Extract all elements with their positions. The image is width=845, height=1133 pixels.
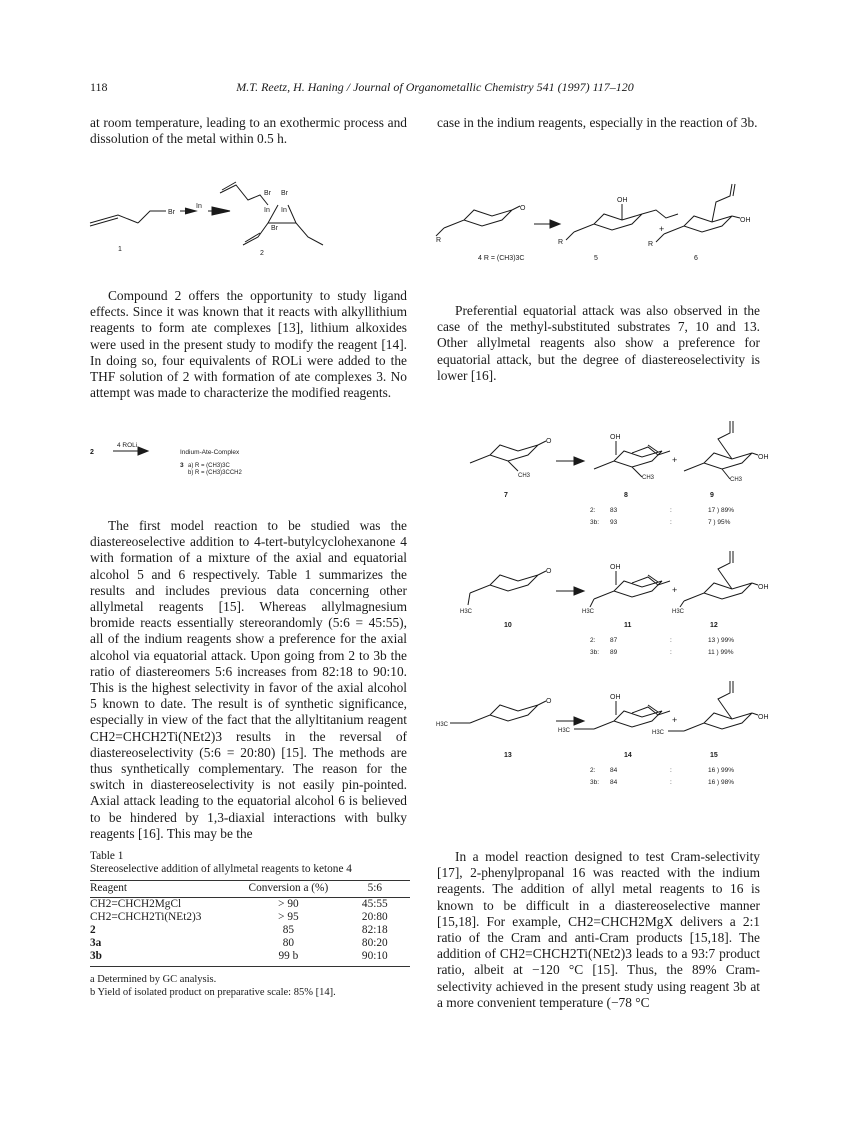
bond <box>508 461 518 471</box>
svg-text:Br: Br <box>264 190 271 197</box>
compound-label: 7 <box>504 492 508 499</box>
ratio-separator: : <box>670 649 672 656</box>
ratio-separator: : <box>670 779 672 786</box>
methyl-label: H3C <box>582 609 595 615</box>
paragraph: at room temperature, leading to an exothermic process and dissolution of the metal within 0.5 h. <box>90 115 407 147</box>
bond <box>538 701 546 705</box>
bond <box>680 601 684 607</box>
svg-text:OH: OH <box>617 197 628 204</box>
right-column-preferential <box>437 303 760 384</box>
oxygen-label: O <box>546 698 552 705</box>
scheme-ate-complex <box>88 438 328 478</box>
header-conversion: Conversion a (%) <box>237 881 339 897</box>
right-column-top <box>437 115 760 131</box>
ratio-yield: 16 ) 98% <box>708 779 735 786</box>
svg-text:OH: OH <box>740 217 751 224</box>
svg-text:2: 2 <box>90 449 94 456</box>
reagent-label: 3b: <box>590 779 600 786</box>
paragraph: Preferential equatorial attack was also observed in the case of the methyl-substituted substrates 7, 10 and 13. Other allylmetal reagents also show a preference for equatorial attack, but the degree of diastereoselectivity is lower [16]. <box>437 303 760 383</box>
bond <box>722 469 730 479</box>
header-reagent: Reagent <box>90 881 237 897</box>
paragraph: In a model reaction designed to test Cram-selectivity [17], 2-phenylpropanal 16 was reacted with the indium reagents. The addition of allyl metal reagents to 16 is known to be difficult in a diastereoselective manner [15,18]. For example, CH2=CHCH2MgX delivers a 2:1 ratio of the Cram and anti-Cram products [15,18]. The addition of CH2=CHCH2Ti(NEt2)3 leads to a 93:7 product ratio, albeit at −120 °C [15]. Thus, the 89% Cram-selectivity achieved in the present study using reagent 3b at a more convenient temperature (−78 °C <box>437 849 760 1010</box>
footnote-a: a Determined by GC analysis. <box>90 973 217 985</box>
ratio-yield: 16 ) 99% <box>708 767 735 774</box>
paragraph: Compound 2 offers the opportunity to study ligand effects. Since it was known that it reacts with alkyllithium reagents to form ate complexes [13], lithium alkoxides were used in the present study to modify the reagent [14]. In doing so, four equivalents of ROLi were added to the THF solution of 2 with formation of ate complexes 3. No attempt was made to characterize the modified reagents. <box>90 288 407 401</box>
svg-text:+: + <box>659 224 665 234</box>
bond <box>470 445 538 463</box>
svg-text:4 ROLi: 4 ROLi <box>117 442 138 449</box>
compound-label: 10 <box>504 622 512 629</box>
right-column-cram <box>437 849 760 1011</box>
bond <box>468 593 470 605</box>
compound-6-label: 6 <box>694 255 698 262</box>
svg-text:3: 3 <box>180 462 184 469</box>
ratio-yield: 13 ) 99% <box>708 637 735 644</box>
table-row: CH2=CHCH2MgCl > 90 45:55 <box>90 897 388 910</box>
svg-text:R: R <box>558 239 564 246</box>
reagent-label: 3b: <box>590 649 600 656</box>
ratio-separator: : <box>670 637 672 644</box>
reagent-label: 2: <box>590 507 596 514</box>
methyl-label: H3C <box>652 730 665 736</box>
methyl-label: H3C <box>436 722 449 728</box>
scheme-ketone-4 <box>434 180 764 270</box>
oxygen-label: O <box>546 438 552 445</box>
bond <box>470 575 538 593</box>
svg-text:Br: Br <box>271 225 278 232</box>
methyl-label: H3C <box>460 609 473 615</box>
bond <box>718 421 732 459</box>
table-caption: Stereoselective addition of allylmetal reagents to ketone 4 <box>90 863 352 876</box>
table-row: CH2=CHCH2Ti(NEt2)3 > 95 20:80 <box>90 910 388 923</box>
bond <box>470 705 538 723</box>
compound-5-label: 5 <box>594 255 598 262</box>
data-table <box>90 880 410 966</box>
ratio-yield: 17 ) 89% <box>708 507 735 514</box>
bond <box>718 551 732 589</box>
bond <box>684 713 752 731</box>
compound-label: 13 <box>504 752 512 759</box>
header-ratio: 5:6 <box>340 881 410 897</box>
plus-sign: + <box>672 455 678 465</box>
svg-text:b) R = (CH3)3CCH2: b) R = (CH3)3CCH2 <box>188 470 242 476</box>
bond <box>594 451 662 469</box>
page-number: 118 <box>90 80 108 94</box>
bond <box>684 583 752 601</box>
methyl-label: CH3 <box>642 475 655 481</box>
compound-label: 12 <box>710 622 718 629</box>
left-column-compound2 <box>90 288 407 401</box>
compound-label: 14 <box>624 752 632 759</box>
plus-sign: + <box>672 585 678 595</box>
svg-text:O: O <box>520 205 526 212</box>
ratio-yield: 11 ) 99% <box>708 649 734 656</box>
left-column-top <box>90 115 407 147</box>
methyl-label: H3C <box>558 728 571 734</box>
footnote-b: b Yield of isolated product on preparative scale: 85% [14]. <box>90 987 336 999</box>
bond <box>594 581 662 599</box>
table-label: Table 1 <box>90 850 124 862</box>
table-footnotes <box>90 973 410 1000</box>
methyl-label: CH3 <box>730 477 743 483</box>
table-row: 2 85 82:18 <box>90 924 388 937</box>
ratio-value: 83 <box>610 507 618 514</box>
bond <box>594 711 662 729</box>
left-column-model-reaction <box>90 518 407 842</box>
ratio-value: 87 <box>610 637 618 644</box>
svg-text:R: R <box>648 241 654 248</box>
compound-4-label: 4 R = (CH3)3C <box>478 255 525 262</box>
bond <box>574 457 584 465</box>
svg-text:R: R <box>436 237 442 244</box>
ratio-value: 84 <box>610 767 618 774</box>
bond <box>632 467 642 477</box>
compound-label: 15 <box>710 752 718 759</box>
bond <box>718 681 732 719</box>
svg-text:Indium-Ate-Complex: Indium-Ate-Complex <box>180 449 240 456</box>
table-1 <box>90 850 410 1000</box>
paragraph: case in the indium reagents, especially in the reaction of 3b. <box>437 115 758 130</box>
bond <box>684 453 752 471</box>
hydroxyl-label: OH <box>758 714 769 721</box>
svg-text:In: In <box>281 207 287 214</box>
bond <box>538 441 546 445</box>
scheme-allylindium <box>88 165 418 270</box>
hydroxyl-label: OH <box>610 694 621 701</box>
compound-label: 9 <box>710 492 714 499</box>
ratio-value: 89 <box>610 649 618 656</box>
ratio-yield: 7 ) 95% <box>708 519 731 526</box>
svg-text:In: In <box>196 203 202 210</box>
hydroxyl-label: OH <box>758 454 769 461</box>
ratio-value: 93 <box>610 519 618 526</box>
methyl-label: CH3 <box>518 473 531 479</box>
hydroxyl-label: OH <box>758 584 769 591</box>
methyl-label: H3C <box>672 609 685 615</box>
table-row: 3b 99 b 90:10 <box>90 950 410 966</box>
scheme-methyl-substrates <box>434 425 769 820</box>
journal-citation: M.T. Reetz, H. Haning / Journal of Organometallic Chemistry 541 (1997) 117–120 <box>236 80 634 94</box>
reagent-label: 2: <box>590 767 596 774</box>
svg-text:a) R = (CH3)3C: a) R = (CH3)3C <box>188 463 230 469</box>
svg-text:In: In <box>264 207 270 214</box>
bond <box>590 599 594 607</box>
bond <box>538 571 546 575</box>
paragraph: The first model reaction to be studied was the diastereoselective addition to 4-tert-butylcyclohexanone 4 with formation of a mixture of the axial and equatorial alcohol 5 and 6 respectively. Table 1 summarizes the results and includes previous data concerning other allylmetal reagents [15]. Whereas allylmagnesium bromide reacts essentially stereorandomly (5:6 = 45:55), all of the indium reagents show a preference for the axial alcohol via equatorial attack. Upon going from 2 to 3b the ratio of diastereomers 5:6 increases from 82:18 to 90:10. This is the highest selectivity in favor of the axial alcohol 5 known to date. The result is of synthetic significance, especially in view of the fact that the allyltitanium reagent CH2=CHCH2Ti(NEt2)3 results in the reversal of diastereoselectivity (5:6 = 20:80) [15]. The methods are thus synthetically complementary. The reason for the switch in diastereoselectivity is not easily pin-pointed. Axial attack leading to the equatorial alcohol 6 is believed to be hindered by 1,3-diaxial interactions with bulky reagents [16]. This may be the <box>90 518 407 841</box>
svg-text:Br: Br <box>168 209 175 216</box>
bond <box>574 587 584 595</box>
running-head <box>90 80 780 98</box>
bond <box>574 717 584 725</box>
plus-sign: + <box>672 715 678 725</box>
ratio-separator: : <box>670 519 672 526</box>
hydroxyl-label: OH <box>610 434 621 441</box>
reagent-label: 3b: <box>590 519 600 526</box>
ratio-separator: : <box>670 507 672 514</box>
compound-2-label: 2 <box>260 250 264 257</box>
compound-label: 11 <box>624 622 632 629</box>
reagent-label: 2: <box>590 637 596 644</box>
svg-text:Br: Br <box>281 190 288 197</box>
ratio-value: 84 <box>610 779 618 786</box>
ratio-separator: : <box>670 767 672 774</box>
table-row: 3a 80 80:20 <box>90 937 388 950</box>
compound-1-label: 1 <box>118 246 122 253</box>
hydroxyl-label: OH <box>610 564 621 571</box>
compound-label: 8 <box>624 492 628 499</box>
oxygen-label: O <box>546 568 552 575</box>
